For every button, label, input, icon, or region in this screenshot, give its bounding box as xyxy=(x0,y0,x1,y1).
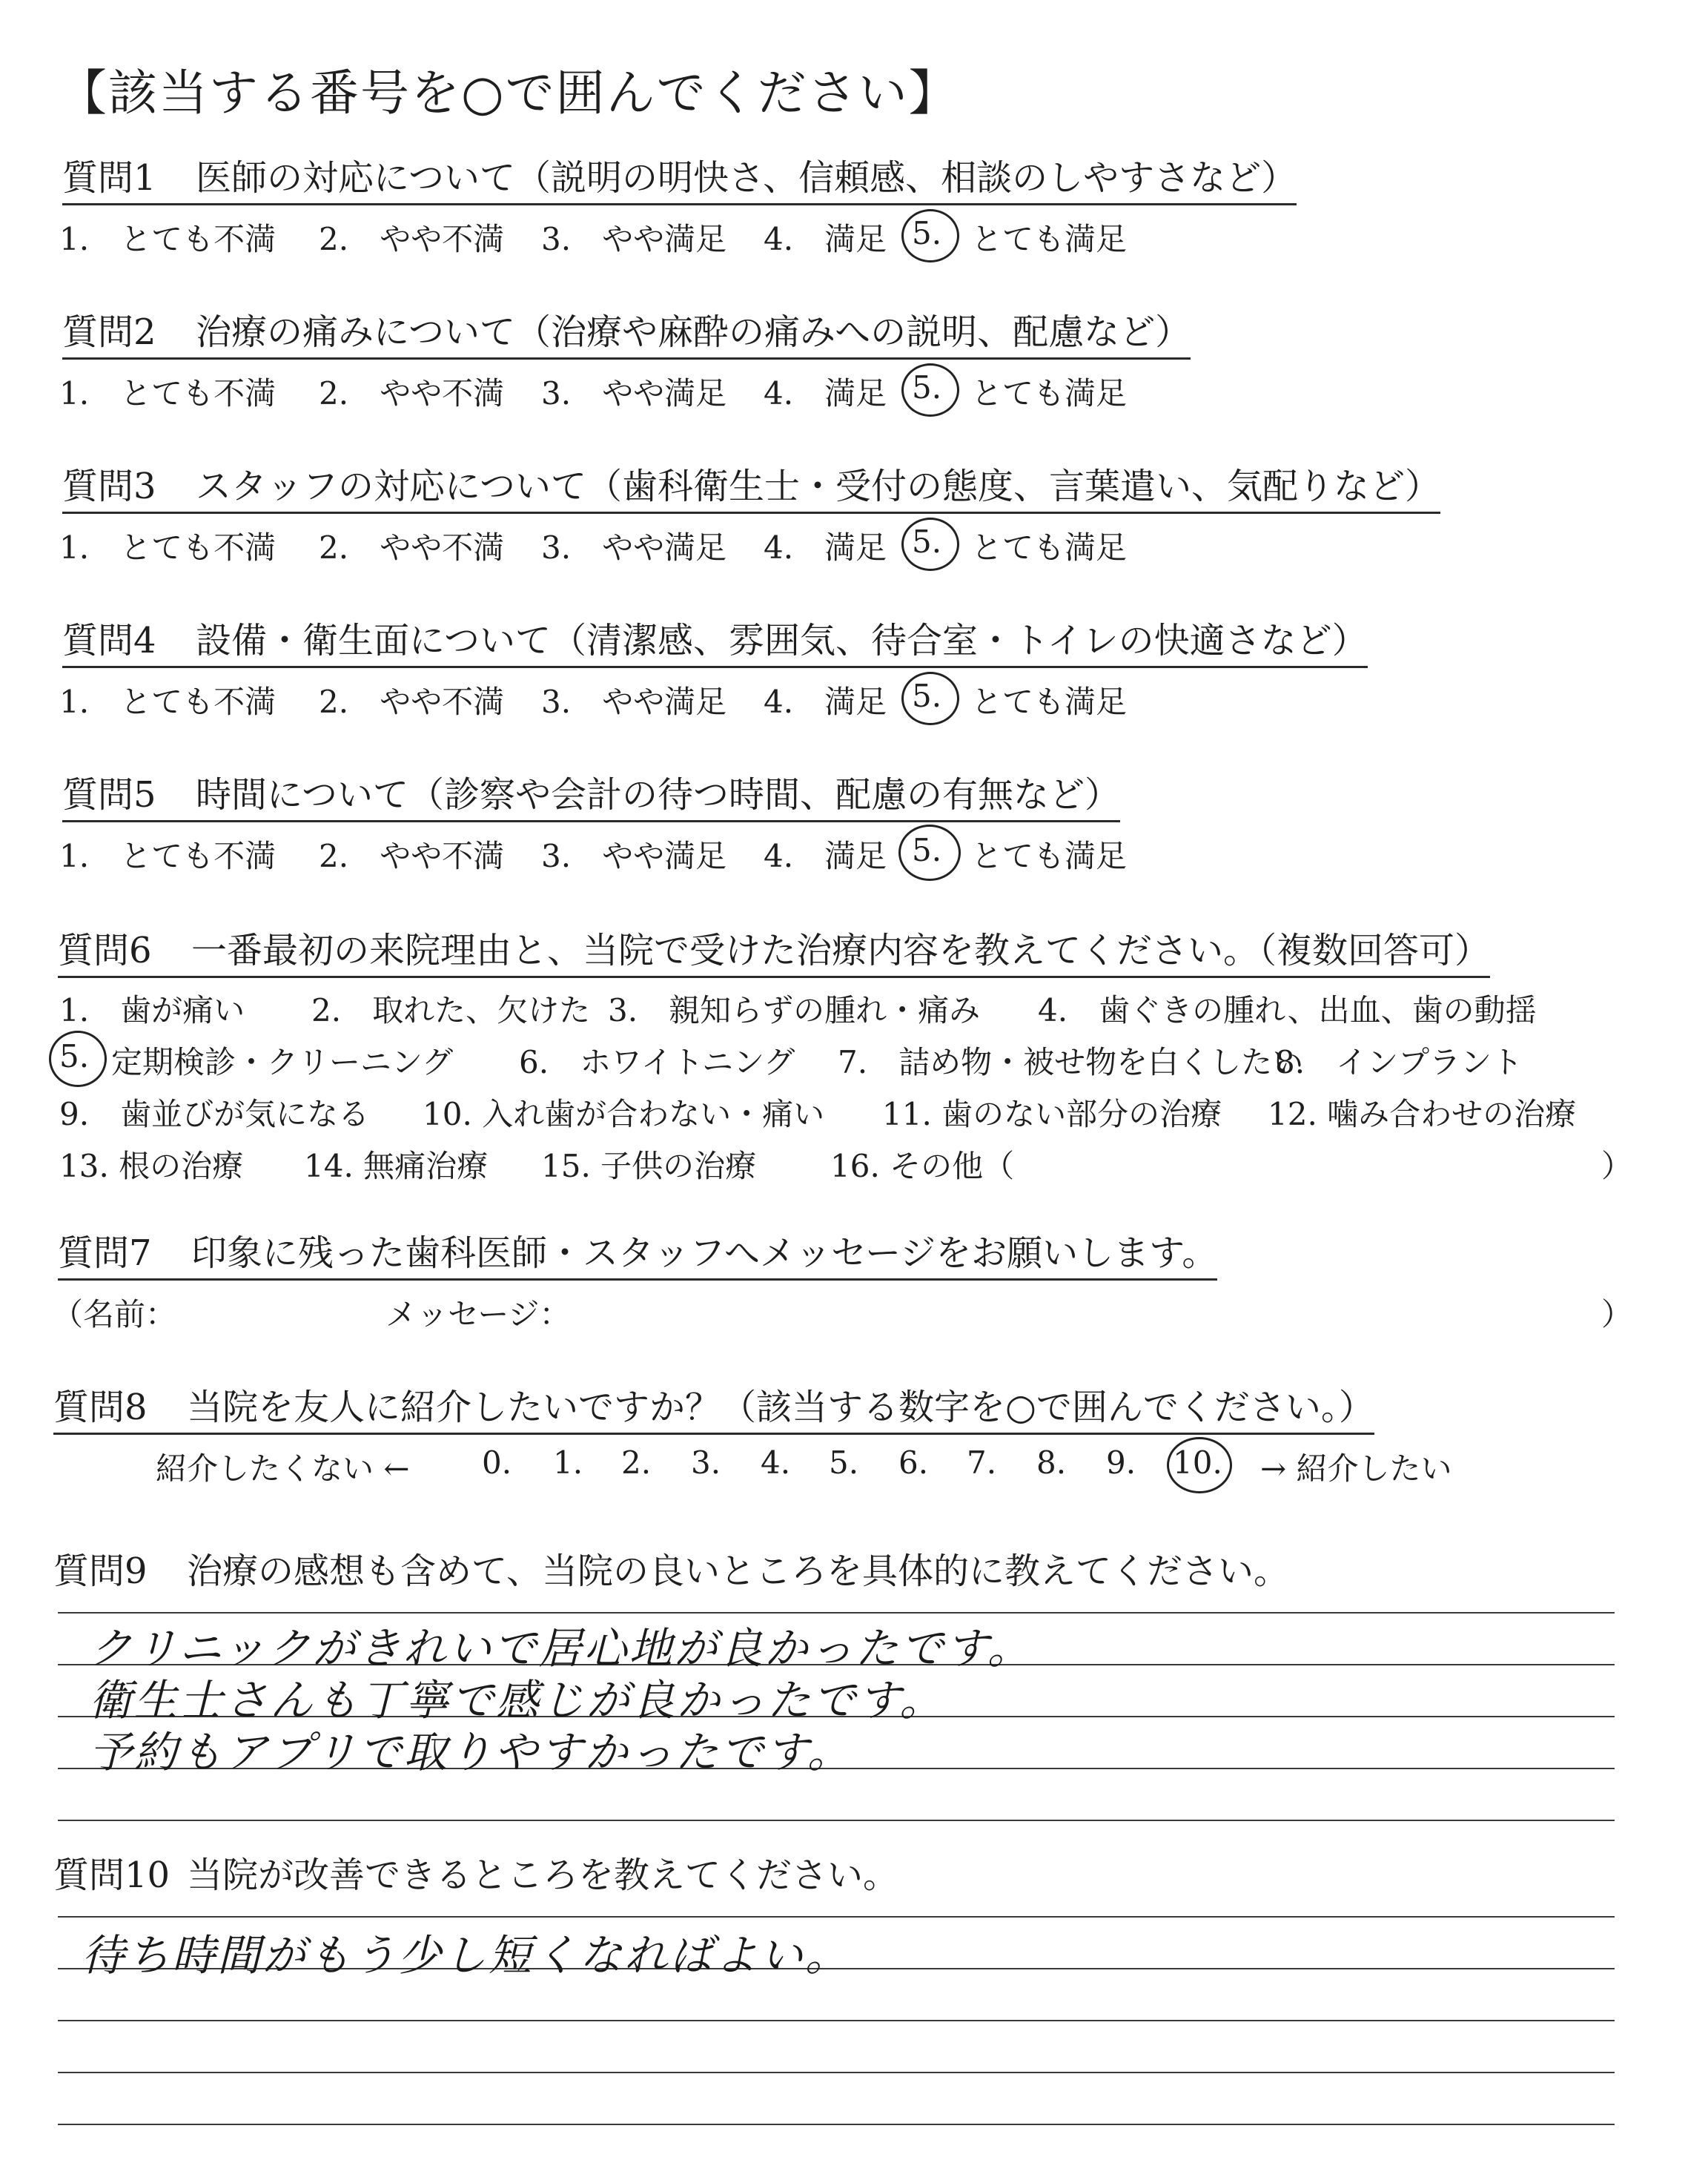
answer-rule xyxy=(58,2020,1615,2021)
reason-option-other[interactable]: 16. その他（ xyxy=(830,1148,1015,1184)
question-6-heading xyxy=(58,928,1490,978)
selection-circle-mark xyxy=(898,825,961,881)
nps-right-label: → 紹介したい xyxy=(1260,1450,1452,1487)
reason-option[interactable]: 1. 歯が痛い xyxy=(59,992,245,1028)
option-1[interactable]: 1. とても不満 xyxy=(59,838,277,874)
question-text: 一番最初の来院理由と、当院で受けた治療内容を教えてください。（複数回答可） xyxy=(191,930,1491,971)
question-1-heading xyxy=(62,156,1297,205)
name-label: （名前： xyxy=(52,1296,177,1332)
reason-option[interactable]: 7. 詰め物・被せ物を白くしたい xyxy=(838,1044,1304,1080)
option-5[interactable]: 5. xyxy=(912,832,942,868)
question-number: 質問1 xyxy=(62,157,156,199)
option-2[interactable]: 2. やや不満 xyxy=(319,838,505,874)
option-2[interactable]: 2. やや不満 xyxy=(319,529,505,566)
option-3[interactable]: 3. やや満足 xyxy=(541,684,727,720)
nps-option[interactable]: 9. xyxy=(1106,1444,1136,1481)
option-5-label: とても満足 xyxy=(971,838,1128,874)
question-number: 質問8 xyxy=(53,1387,148,1428)
question-3-heading xyxy=(62,464,1440,514)
selection-circle-mark xyxy=(901,209,959,262)
question-text: スタッフの対応について（歯科衛生士・受付の態度、言葉遣い、気配りなど） xyxy=(196,466,1441,507)
reason-option-5[interactable]: 5. xyxy=(59,1038,90,1074)
handwritten-answer-line: クリニックがきれいで居心地が良かったです。 xyxy=(89,1623,1033,1674)
nps-option[interactable]: 1. xyxy=(553,1444,583,1481)
answer-rule xyxy=(58,2124,1615,2125)
option-3[interactable]: 3. やや満足 xyxy=(541,375,727,412)
option-5-label: とても満足 xyxy=(971,221,1128,257)
option-1[interactable]: 1. とても不満 xyxy=(59,684,277,720)
question-text: 治療の感想も含めて、当院の良いところを具体的に教えてください。 xyxy=(187,1550,1290,1592)
reason-option[interactable]: 6. ホワイトニング xyxy=(519,1044,795,1080)
question-7-heading xyxy=(58,1231,1217,1281)
nps-option[interactable]: 0. xyxy=(482,1444,512,1481)
option-4[interactable]: 4. 満足 xyxy=(764,684,887,720)
selection-circle-mark xyxy=(901,363,959,417)
option-2[interactable]: 2. やや不満 xyxy=(319,221,505,257)
option-5-label: とても満足 xyxy=(971,684,1128,720)
selection-circle-mark xyxy=(901,518,959,571)
nps-option-selected[interactable]: 10. xyxy=(1173,1444,1222,1481)
question-text: 印象に残った歯科医師・スタッフへメッセージをお願いします。 xyxy=(191,1232,1218,1274)
question-text: 設備・衛生面について（清潔感、雰囲気、待合室・トイレの快適さなど） xyxy=(196,620,1368,661)
answer-rule xyxy=(58,1916,1615,1918)
reason-option[interactable]: 15. 子供の治療 xyxy=(541,1148,757,1184)
nps-option[interactable]: 2. xyxy=(621,1444,652,1481)
reason-option-5-label: 定期検診・クリーニング xyxy=(111,1044,454,1080)
question-number: 質問3 xyxy=(62,466,156,507)
question-text: 当院が改善できるところを教えてください。 xyxy=(187,1855,899,1896)
nps-option[interactable]: 6. xyxy=(898,1444,929,1481)
nps-option[interactable]: 8. xyxy=(1036,1444,1067,1481)
option-5[interactable]: 5. xyxy=(912,678,942,714)
question-number: 質問4 xyxy=(62,620,156,661)
handwritten-answer-line: 待ち時間がもう少し短くなればよい。 xyxy=(82,1930,851,1981)
question-number: 質問2 xyxy=(62,311,156,353)
question-text: 医師の対応について（説明の明快さ、信頼感、相談のしやすさなど） xyxy=(196,157,1297,199)
handwritten-answer-line: 予約もアプリで取りやすかったです。 xyxy=(89,1727,853,1777)
option-4[interactable]: 4. 満足 xyxy=(764,838,887,874)
nps-option[interactable]: 5. xyxy=(829,1444,859,1481)
reason-option[interactable]: 4. 歯ぐきの腫れ、出血、歯の動揺 xyxy=(1038,992,1537,1028)
question-text: 時間について（診察や会計の待つ時間、配慮の有無など） xyxy=(196,774,1121,816)
option-1[interactable]: 1. とても不満 xyxy=(59,221,277,257)
question-9-heading xyxy=(53,1542,1289,1593)
nps-option[interactable]: 3. xyxy=(691,1444,721,1481)
question-text: 当院を友人に紹介したいですか？（該当する数字を○で囲んでください。） xyxy=(187,1387,1374,1428)
question-text: 治療の痛みについて（治療や麻酔の痛みへの説明、配慮など） xyxy=(196,311,1191,353)
question-4-heading xyxy=(62,618,1368,668)
question-number: 質問7 xyxy=(58,1232,152,1274)
reason-option[interactable]: 12. 噛み合わせの治療 xyxy=(1268,1096,1577,1132)
handwritten-answer-line: 衛生士さんも丁寧で感じが良かったです。 xyxy=(89,1675,945,1725)
question-5-heading xyxy=(62,773,1120,822)
reason-option[interactable]: 13. 根の治療 xyxy=(59,1148,244,1184)
nps-option[interactable]: 7. xyxy=(967,1444,997,1481)
question-number: 質問10 xyxy=(53,1855,171,1896)
answer-rule xyxy=(58,2072,1615,2073)
question-number: 質問6 xyxy=(58,930,152,971)
message-label: メッセージ： xyxy=(385,1296,571,1332)
reason-option[interactable]: 11. 歯のない部分の治療 xyxy=(882,1096,1222,1132)
nps-left-label: 紹介したくない ← xyxy=(156,1450,410,1487)
option-5[interactable]: 5. xyxy=(912,369,942,406)
option-3[interactable]: 3. やや満足 xyxy=(541,221,727,257)
answer-rule xyxy=(58,1820,1615,1821)
selection-circle-mark xyxy=(1167,1437,1232,1493)
question-10-heading xyxy=(53,1846,898,1898)
reason-option[interactable]: 14. 無痛治療 xyxy=(304,1148,489,1184)
question-number: 質問5 xyxy=(62,774,156,816)
option-1[interactable]: 1. とても不満 xyxy=(59,529,277,566)
nps-option[interactable]: 4. xyxy=(761,1444,791,1481)
option-3[interactable]: 3. やや満足 xyxy=(541,838,727,874)
question-2-heading xyxy=(62,310,1191,360)
selection-circle-mark xyxy=(49,1031,107,1087)
selection-circle-mark xyxy=(901,672,959,725)
option-4[interactable]: 4. 満足 xyxy=(764,529,887,566)
other-close-paren: ） xyxy=(1601,1148,1633,1184)
reason-option[interactable]: 3. 親知らずの腫れ・痛み xyxy=(608,992,981,1028)
reason-option[interactable]: 8. インプラント xyxy=(1275,1044,1523,1080)
question-8-heading xyxy=(53,1385,1374,1435)
reason-option[interactable]: 2. 取れた、欠けた xyxy=(311,992,591,1028)
option-5[interactable]: 5. xyxy=(912,215,942,251)
option-5[interactable]: 5. xyxy=(912,524,942,560)
reason-option[interactable]: 9. 歯並びが気になる xyxy=(59,1096,370,1132)
page-title: 【該当する番号を○で囲んでください】 xyxy=(58,65,959,122)
option-4[interactable]: 4. 満足 xyxy=(764,375,887,412)
reason-option[interactable]: 10. 入れ歯が合わない・痛い xyxy=(423,1096,825,1132)
option-2[interactable]: 2. やや不満 xyxy=(319,684,505,720)
question-number: 質問9 xyxy=(53,1550,148,1592)
message-close-paren: ） xyxy=(1601,1296,1633,1332)
option-3[interactable]: 3. やや満足 xyxy=(541,529,727,566)
option-5-label: とても満足 xyxy=(971,375,1128,412)
option-4[interactable]: 4. 満足 xyxy=(764,221,887,257)
option-2[interactable]: 2. やや不満 xyxy=(319,375,505,412)
option-5-label: とても満足 xyxy=(971,529,1128,566)
option-1[interactable]: 1. とても不満 xyxy=(59,375,277,412)
